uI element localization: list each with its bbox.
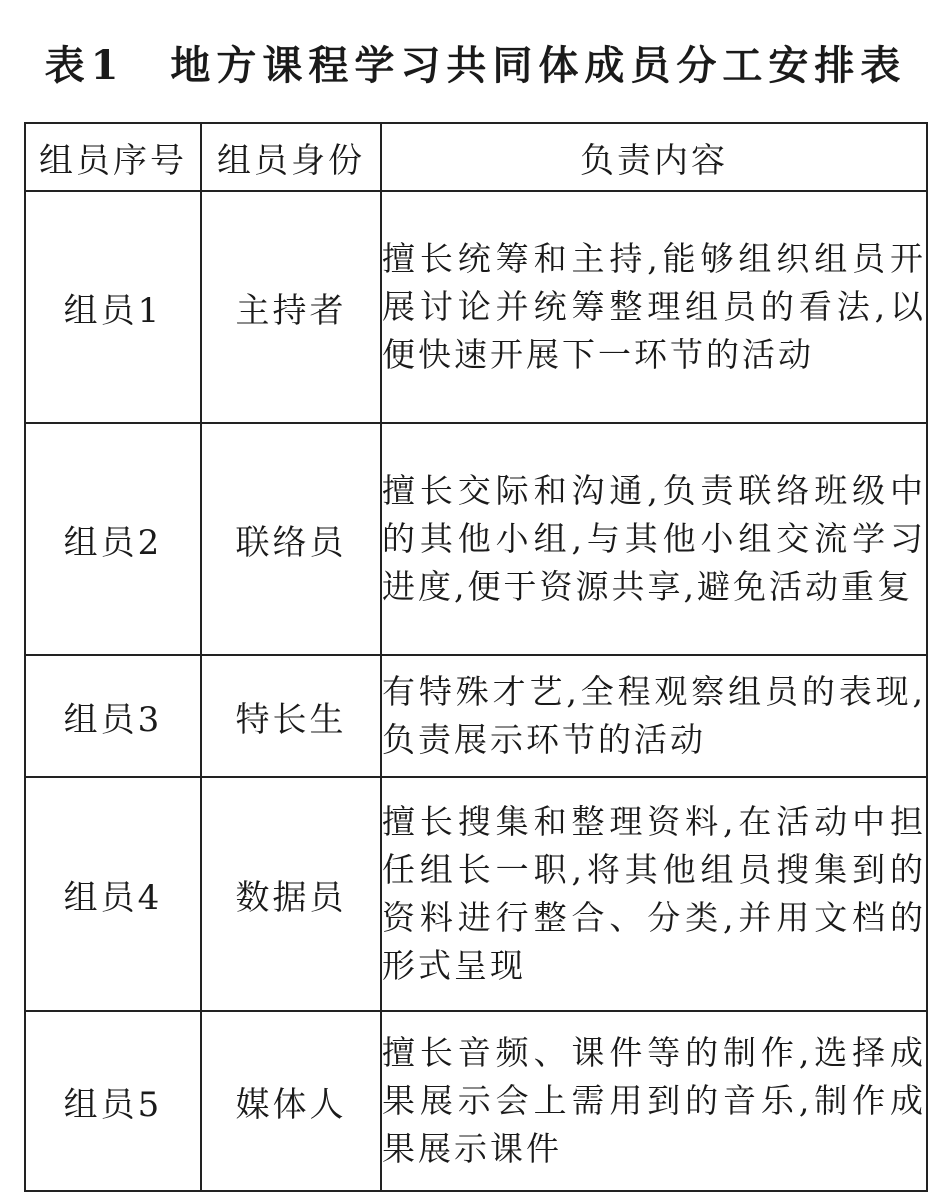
- member-role-cell: 特长生: [201, 655, 381, 777]
- table-title: 表1 地方课程学习共同体成员分工安排表: [44, 42, 907, 89]
- member-role-cell: 媒体人: [201, 1011, 381, 1191]
- member-number-cell: 组员5: [25, 1011, 201, 1191]
- member-duty-cell: 擅长搜集和整理资料,在活动中担任组长一职,将其他组员搜集到的资料进行整合、分类,并用文档的形式呈现: [381, 777, 927, 1011]
- member-number-cell: 组员3: [25, 655, 201, 777]
- member-duty-cell: 擅长音频、课件等的制作,选择成果展示会上需用到的音乐,制作成果展示课件: [381, 1011, 927, 1191]
- header-role: 组员身份: [201, 123, 381, 191]
- member-number-cell: 组员2: [25, 423, 201, 655]
- member-duty-cell: 擅长统筹和主持,能够组织组员开展讨论并统筹整理组员的看法,以便快速开展下一环节的活动: [381, 191, 927, 423]
- table-row: [25, 1011, 927, 1191]
- table-header-row: [25, 123, 927, 191]
- member-role-cell: 数据员: [201, 777, 381, 1011]
- header-number: 组员序号: [25, 123, 201, 191]
- member-role-cell: 联络员: [201, 423, 381, 655]
- division-of-labor-table: [24, 122, 928, 1192]
- member-role-cell: 主持者: [201, 191, 381, 423]
- member-number-cell: 组员1: [25, 191, 201, 423]
- table-row: [25, 423, 927, 655]
- table-row: [25, 191, 927, 423]
- member-number-cell: 组员4: [25, 777, 201, 1011]
- table-row: [25, 655, 927, 777]
- table-row: [25, 777, 927, 1011]
- member-duty-cell: 有特殊才艺,全程观察组员的表现,负责展示环节的活动: [381, 655, 927, 777]
- header-duty: 负责内容: [381, 123, 927, 191]
- member-duty-cell: 擅长交际和沟通,负责联络班级中的其他小组,与其他小组交流学习进度,便于资源共享,避免活动重复: [381, 423, 927, 655]
